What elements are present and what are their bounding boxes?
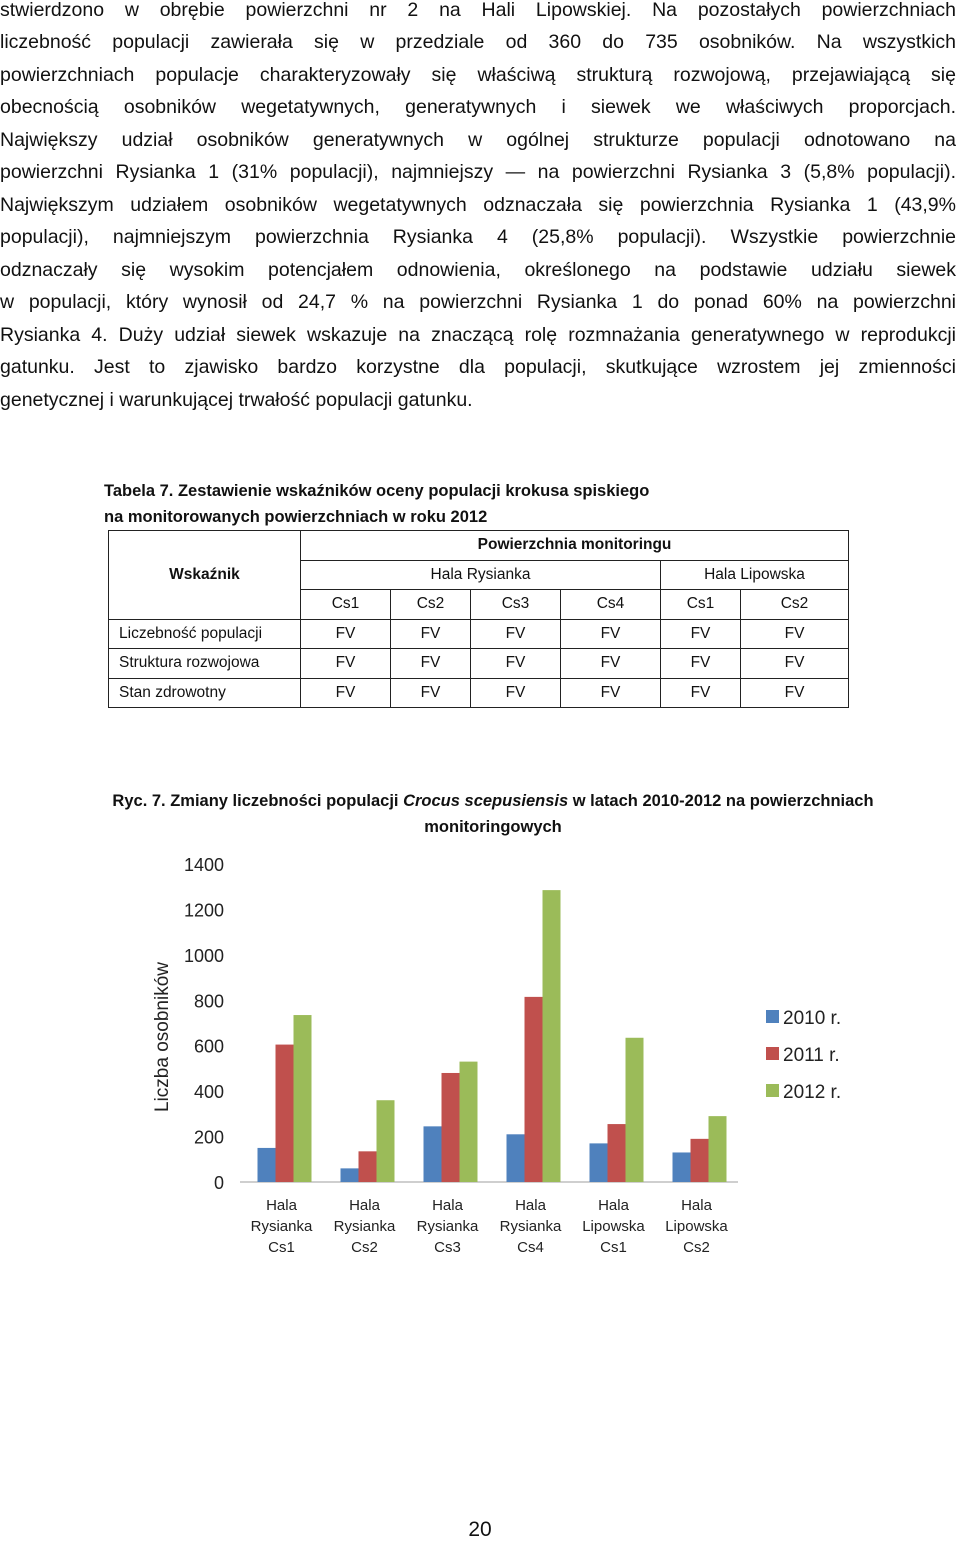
bar: [673, 1152, 691, 1182]
bar: [709, 1116, 727, 1182]
x-tick-label: Cs2: [351, 1239, 378, 1256]
table-cell: FV: [471, 678, 561, 708]
bar: [442, 1073, 460, 1182]
subcol-header: Cs4: [561, 590, 661, 620]
x-tick-label: Cs2: [683, 1239, 710, 1256]
text-line: populacji), najmniejszym powierzchnia Rysianka 4 (25,8% populacji). Wszystkie powierzchnie: [0, 226, 956, 248]
text-line: Największym udziałem osobników wegetatywnych odznaczała się powierzchnia Rysianka 1 (43,9%: [0, 194, 956, 216]
table-cell: FV: [391, 678, 471, 708]
table-cell: FV: [301, 649, 391, 679]
x-tick-label: Lipowska: [665, 1218, 728, 1235]
y-tick-label: 1000: [183, 945, 224, 966]
bar: [424, 1126, 442, 1182]
x-tick-label: Cs1: [268, 1239, 295, 1256]
x-tick-label: Hala: [349, 1197, 380, 1214]
y-axis-label: Liczba osobników: [152, 962, 173, 1112]
figure-caption-species: Crocus scepusiensis: [403, 792, 569, 810]
x-tick-label: Cs3: [434, 1239, 461, 1256]
legend-label: 2011 r.: [783, 1045, 840, 1066]
table-row: [109, 678, 849, 708]
y-tick-label: 1400: [183, 855, 224, 875]
group-rysianka: Hala Rysianka: [301, 560, 661, 590]
bar: [608, 1124, 626, 1182]
text-line: powierzchni Rysianka 1 (31% populacji), najmniejszy — na powierzchni Rysianka 3 (5,8% populacji).: [0, 161, 956, 183]
bar: [460, 1062, 478, 1182]
x-tick-label: Hala: [432, 1197, 463, 1214]
x-tick-label: Rysianka: [250, 1218, 313, 1235]
table-cell: FV: [741, 678, 849, 708]
bar: [590, 1143, 608, 1182]
row-label: Struktura rozwojowa: [109, 649, 301, 679]
x-tick-label: Rysianka: [333, 1218, 396, 1235]
y-tick-label: 1200: [183, 900, 224, 921]
table-cell: FV: [661, 619, 741, 649]
bar: [377, 1100, 395, 1182]
subcol-header: Cs2: [741, 590, 849, 620]
legend-swatch: [766, 1010, 779, 1023]
indicator-header: Wskaźnik: [109, 531, 301, 620]
text-line: powierzchniach populacje charakteryzowały się właściwą strukturą rozwojową, przejawiającą się: [0, 64, 956, 86]
table-caption-line: na monitorowanych powierzchniach w roku 2012: [104, 508, 488, 526]
page-number: 20: [468, 1518, 492, 1541]
legend-swatch: [766, 1084, 779, 1097]
bar: [543, 890, 561, 1182]
table-cell: FV: [741, 649, 849, 679]
text-line: genetycznej i warunkującej trwałość populacji gatunku.: [0, 389, 473, 411]
x-tick-label: Hala: [515, 1197, 546, 1214]
text-line: liczebność populacji zawierała się w przedziale od 360 do 735 osobników. Na wszystkich: [0, 31, 956, 53]
bar: [507, 1134, 525, 1182]
subcol-header: Cs2: [391, 590, 471, 620]
figure-caption-line: [0, 788, 960, 814]
table-cell: FV: [301, 678, 391, 708]
text-line: stwierdzono w obrębie powierzchni nr 2 na Hali Lipowskiej. Na pozostałych powierzchniach: [0, 0, 956, 21]
table-cell: FV: [741, 619, 849, 649]
y-tick-label: 0: [213, 1173, 224, 1193]
subcol-header: Cs3: [471, 590, 561, 620]
bar: [341, 1168, 359, 1182]
x-tick-label: Lipowska: [582, 1218, 645, 1235]
bar: [258, 1148, 276, 1182]
table-row: [109, 619, 849, 649]
x-tick-label: Rysianka: [499, 1218, 562, 1235]
indicator-table: [108, 530, 849, 708]
figure-caption-suffix: w latach 2010-2012 na powierzchniach: [568, 792, 874, 810]
row-label: Liczebność populacji: [109, 619, 301, 649]
table-cell: FV: [561, 649, 661, 679]
bar: [626, 1038, 644, 1182]
group-lipowska: Hala Lipowska: [661, 560, 849, 590]
table-caption: [104, 478, 649, 530]
table-row: [109, 649, 849, 679]
y-tick-label: 800: [193, 991, 224, 1012]
figure-caption-prefix: Ryc. 7. Zmiany liczebności populacji: [112, 792, 404, 810]
subcol-header: Cs1: [661, 590, 741, 620]
legend-label: 2010 r.: [783, 1008, 842, 1029]
table-cell: FV: [391, 619, 471, 649]
bar: [359, 1151, 377, 1182]
figure-caption: [0, 788, 960, 840]
table-caption-line: Tabela 7. Zestawienie wskaźników oceny populacji krokusa spiskiego: [104, 482, 650, 500]
table-cell: FV: [661, 678, 741, 708]
table-cell: FV: [471, 619, 561, 649]
y-tick-label: 400: [193, 1082, 224, 1103]
bar: [691, 1139, 709, 1182]
table-cell: FV: [471, 649, 561, 679]
x-tick-label: Rysianka: [416, 1218, 479, 1235]
x-tick-label: Cs4: [517, 1239, 544, 1256]
text-line: w populacji, który wynosił od 24,7 % na powierzchni Rysianka 1 do ponad 60% na powierzchni: [0, 291, 956, 313]
table-cell: FV: [301, 619, 391, 649]
row-label: Stan zdrowotny: [109, 678, 301, 708]
y-tick-label: 200: [193, 1127, 224, 1148]
bar: [276, 1045, 294, 1182]
area-header: Powierzchnia monitoringu: [301, 531, 849, 561]
table-cell: FV: [391, 649, 471, 679]
figure-caption-line: monitoringowych: [424, 818, 562, 836]
population-bar-chart: [118, 838, 858, 1268]
bar: [525, 997, 543, 1182]
table-cell: FV: [561, 619, 661, 649]
text-line: Rysianka 4. Duży udział siewek wskazuje na znaczącą rolę rozmnażania generatywnego w reprodukcji: [0, 324, 956, 346]
text-line: gatunku. Jest to zjawisko bardzo korzystne dla populacji, skutkujące wzrostem jej zmienności: [0, 356, 956, 378]
x-tick-label: Hala: [266, 1197, 297, 1214]
legend-label: 2012 r.: [783, 1082, 842, 1103]
x-tick-label: Hala: [681, 1197, 712, 1214]
text-line: Największy udział osobników generatywnych w ogólnej strukturze populacji odnotowano na: [0, 129, 956, 151]
text-line: odznaczały się wysokim potencjałem odnowienia, określonego na podstawie udziału siewek: [0, 259, 956, 281]
table-cell: FV: [661, 649, 741, 679]
table-header-row: [109, 531, 849, 561]
x-tick-label: Cs1: [600, 1239, 627, 1256]
table-cell: FV: [561, 678, 661, 708]
legend-swatch: [766, 1047, 779, 1060]
text-line: obecnością osobników wegetatywnych, generatywnych i siewek we właściwych proporcjach.: [0, 96, 956, 118]
subcol-header: Cs1: [301, 590, 391, 620]
x-tick-label: Hala: [598, 1197, 629, 1214]
bar: [294, 1015, 312, 1182]
y-tick-label: 600: [193, 1036, 224, 1057]
